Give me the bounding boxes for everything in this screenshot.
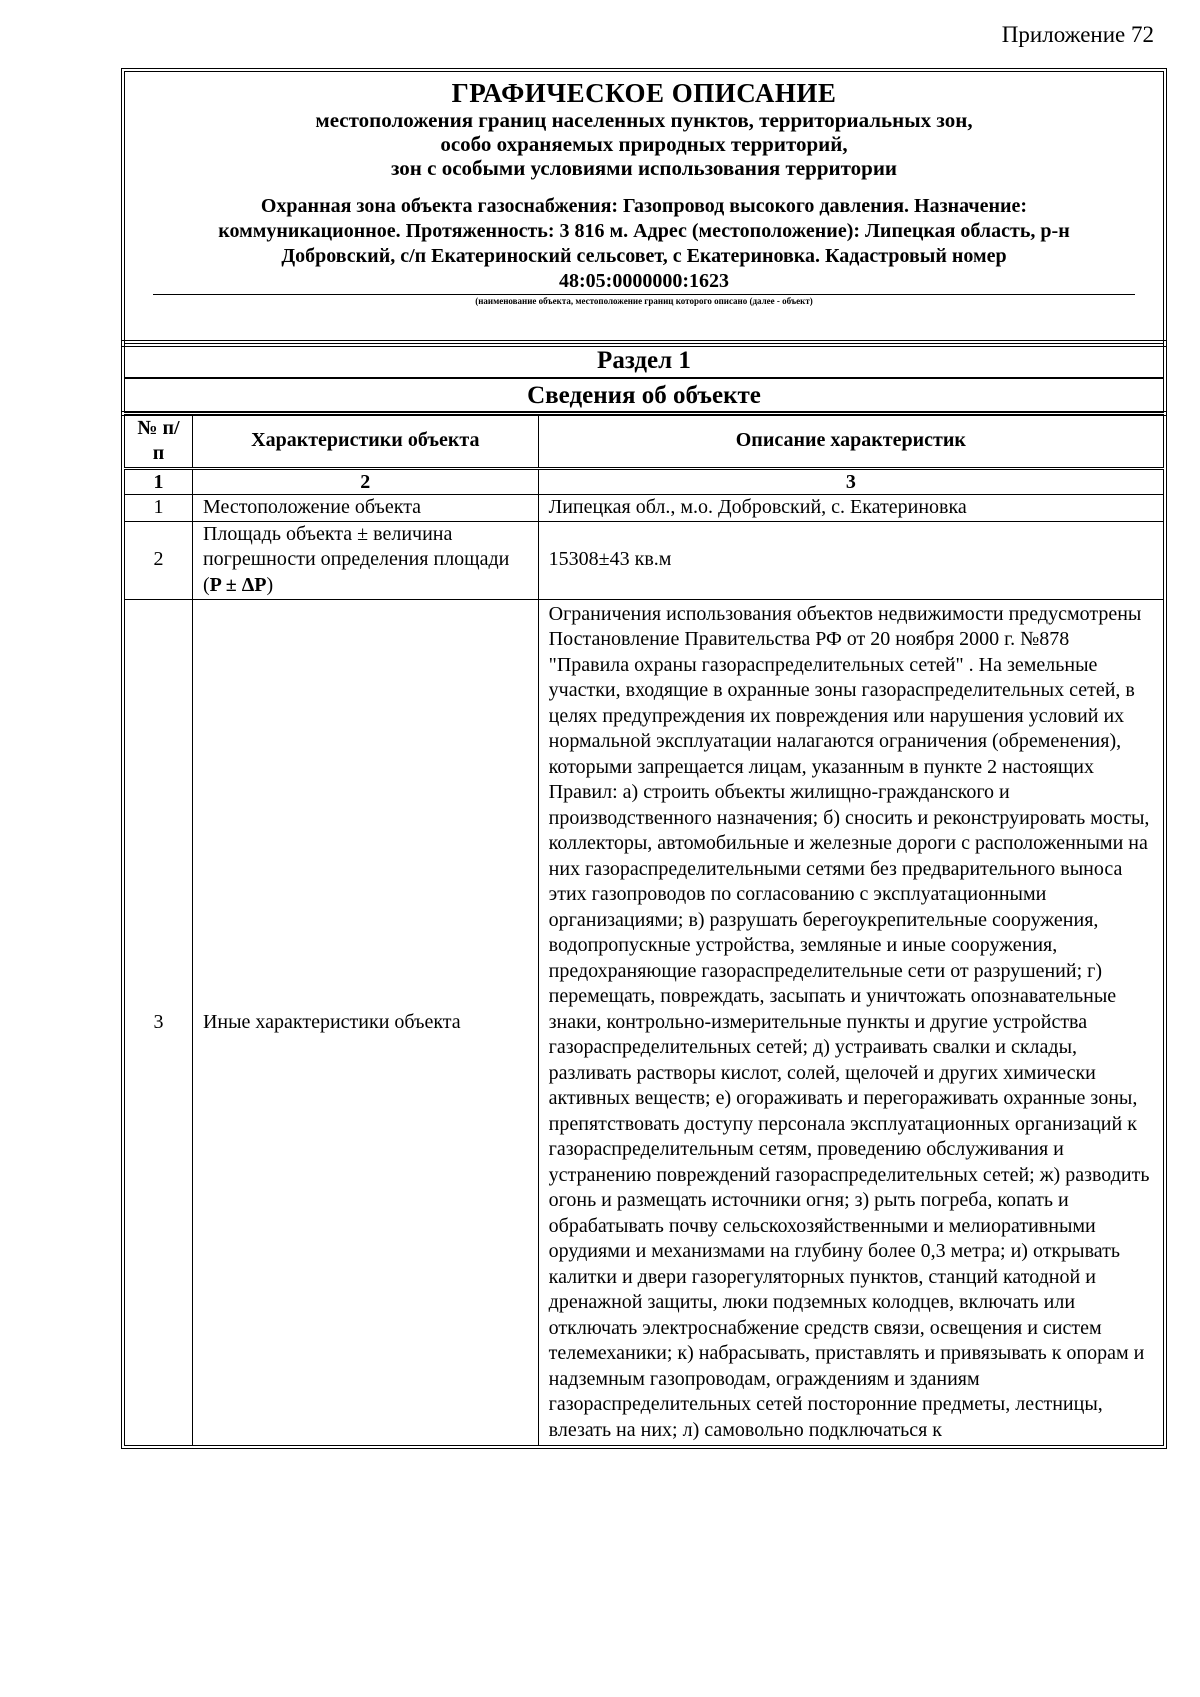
section-title: Сведения об объекте <box>125 377 1163 412</box>
table-header-row <box>125 415 1164 469</box>
column-number: 1 <box>125 469 193 495</box>
object-name-caption: (наименование объекта, местоположение границ которого описано (далее - объект) <box>475 296 813 306</box>
column-number: 2 <box>192 469 538 495</box>
table-row <box>125 521 1164 599</box>
row-characteristic <box>192 521 538 599</box>
object-name-line: коммуникационное. Протяженность: 3 816 м. Адрес (местоположение): Липецкая область, р-н <box>218 220 1070 242</box>
row-number: 1 <box>125 495 193 522</box>
section-number: Раздел 1 <box>597 347 691 374</box>
header-num: № п/п <box>125 415 193 469</box>
header-characteristic: Характеристики объекта <box>192 415 538 469</box>
column-number-row <box>125 469 1164 495</box>
row-description: 15308±43 кв.м <box>538 521 1163 599</box>
row-number: 3 <box>125 599 193 1446</box>
subtitle-line: местоположения границ населенных пунктов, территориальных зон, <box>315 108 973 132</box>
object-info-table <box>124 414 1164 1446</box>
document-subtitle <box>125 108 1163 180</box>
row-characteristic: Иные характеристики объекта <box>192 599 538 1446</box>
object-name-line: 48:05:0000000:1623 <box>559 270 729 292</box>
row-characteristic: Местоположение объекта <box>192 495 538 522</box>
row-description: Ограничения использования объектов недвижимости предусмотрены Постановление Правительства РФ от 20 ноября 2000 г. №878 "Правила охраны газораспределительных сетей" . На земельные участки, входящие в охранные зоны газораспределительных сетей, в целях предупреждения их повреждения или нарушения условий их нормальной эксплуатации налагаются ограничения (обременения), которыми запрещается лицам, указанным в пункте 2 настоящих Правил: а) строить объекты жилищно-гражданского и производственного назначения; б) сносить и реконструировать мосты, коллекторы, автомобильные и железные дороги с расположенными на них газораспределительными сетями без предварительного выноса этих газопроводов по согласованию с эксплуатационными организациями; в) разрушать берегоукрепительные сооружения, водопропускные устройства, земляные и иные сооружения, предохраняющие газораспределительные сети от разрушений; г) перемещать, повреждать, засыпать и уничтожать опознавательные знаки, контрольно-измерительные пункты и другие устройства газораспределительных сетей; д) устраивать свалки и склады, разливать растворы кислот, солей, щелочей и других химически активных веществ; е) огораживать и перегораживать охранные зоны, препятствовать доступу персонала эксплуатационных организаций к газораспределительным сетям, проведению обслуживания и устранению повреждений газораспределительных сетей; ж) разводить огонь и размещать источники огня; з) рыть погреба, копать и обрабатывать почву сельскохозяйственными и мелиоративными орудиями и механизмами на глубину более 0,3 метра; и) открывать калитки и двери газорегуляторных пунктов, станций катодной и дренажной защиты, люки подземных колодцев, включать или отключать электроснабжение средств связи, освещения и систем телемеханики; к) набрасывать, приставлять и привязывать к опорам и надземным газопроводам, ограждениям и зданиям газораспределительных сетей посторонние предметы, лестницы, влезать на них; л) самовольно подключаться к <box>538 599 1163 1446</box>
column-number: 3 <box>538 469 1163 495</box>
appendix-label: Приложение 72 <box>1001 22 1154 47</box>
area-formula: P ± ΔP <box>209 573 267 596</box>
object-name-line: Охранная зона объекта газоснабжения: Газопровод высокого давления. Назначение: <box>260 195 1028 217</box>
characteristic-text: Площадь объекта ± величина погрешности определения площади ( <box>202 522 510 596</box>
subtitle-line: зон с особыми условиями использования территории <box>390 156 898 180</box>
object-name <box>125 194 1163 294</box>
subtitle-line: особо охраняемых природных территорий, <box>440 132 848 156</box>
row-description: Липецкая обл., м.о. Добровский, с. Екатериновка <box>538 495 1163 522</box>
document-header <box>124 71 1164 344</box>
object-name-line: Добровский, с/п Екатериноский сельсовет, с Екатериновка. Кадастровый номер <box>281 245 1007 267</box>
characteristic-end: ) <box>266 573 274 596</box>
document-title: ГРАФИЧЕСКОЕ ОПИСАНИЕ <box>451 78 837 108</box>
table-row <box>125 599 1164 1446</box>
header-description: Описание характеристик <box>538 415 1163 469</box>
row-number: 2 <box>125 521 193 599</box>
section-header <box>124 343 1164 413</box>
table-row <box>125 495 1164 522</box>
